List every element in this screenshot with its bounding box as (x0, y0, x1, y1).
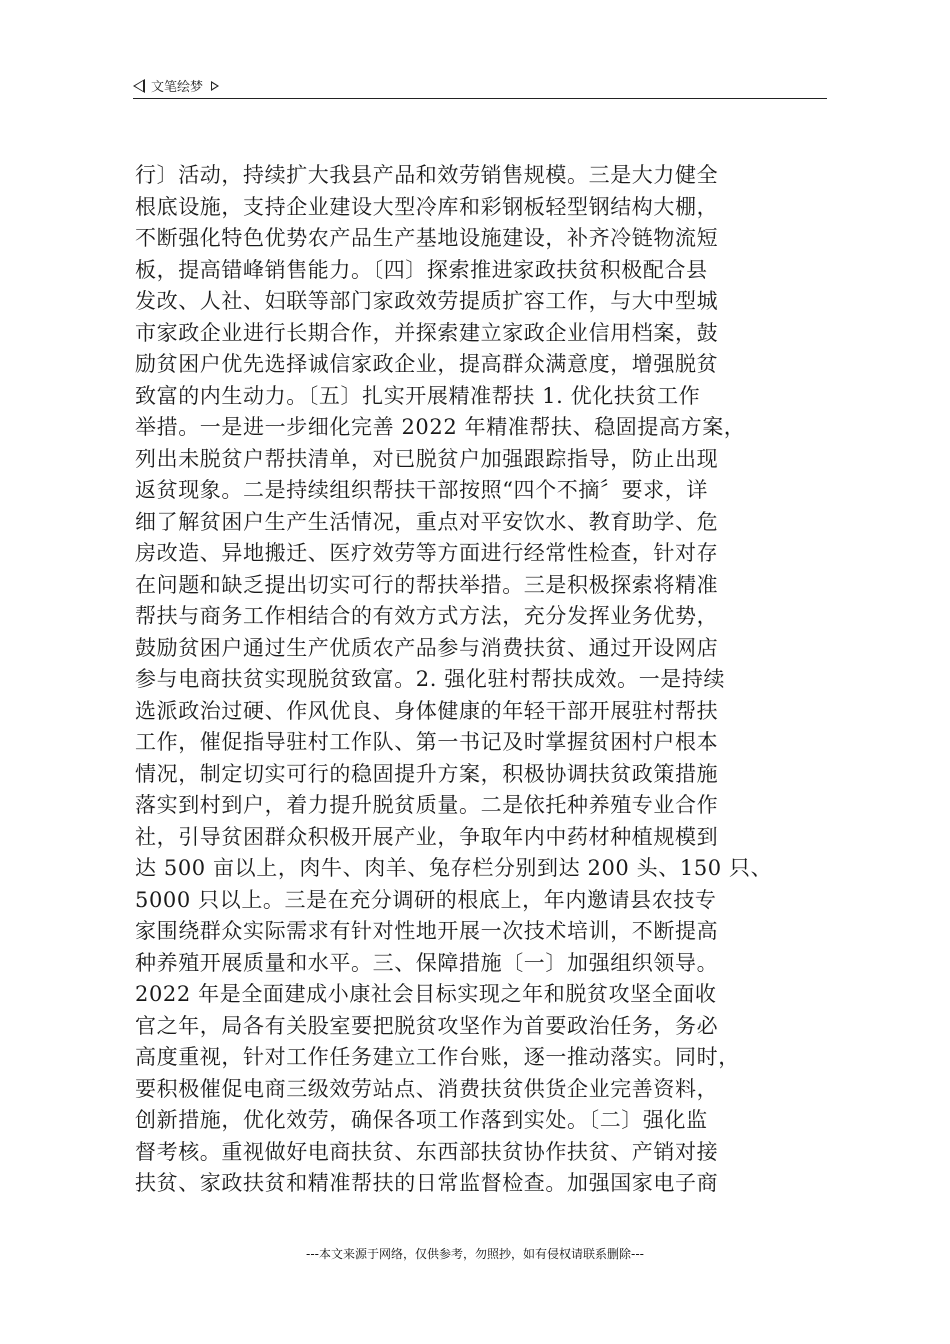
text-line: 要积极催促电商三级效劳站点、消费扶贫供货企业完善资料， (135, 1076, 719, 1101)
text-line: 励贫困户优先选择诚信家政企业，提高群众满意度，增强脱贫 (135, 352, 719, 376)
text-line: 情况，制定切实可行的稳固提升方案，积极协调扶贫政策措施 (135, 761, 719, 786)
text-line: 创新措施，优化效劳，确保各项工作落到实处。〔二〕强化监 (135, 1108, 708, 1132)
text-line: 帮扶与商务工作相结合的有效方式方法，充分发挥业务优势， (135, 604, 719, 628)
text-line: 致富的内生动力。〔五〕扎实开展精准帮扶 1. 优化扶贫工作 (135, 383, 701, 408)
text-line: 督考核。重视做好电商扶贫、东西部扶贫协作扶贫、产销对接 (135, 1139, 719, 1164)
text-line: 社，引导贫困群众积极开展产业，争取年内中药材种植规模到 (135, 824, 719, 849)
text-line: 房改造、异地搬迁、医疗效劳等方面进行经常性检查，针对存 (135, 541, 719, 565)
text-line: 落实到村到户，着力提升脱贫质量。二是依托种养殖专业合作 (135, 793, 719, 817)
text-line: 举措。一是进一步细化完善 2022 年精准帮扶、稳固提高方案， (135, 415, 746, 439)
text-line: 参与电商扶贫实现脱贫致富。2. 强化驻村帮扶成效。一是持续 (135, 667, 726, 691)
text-line: 高度重视，针对工作任务建立工作台账，逐一推动落实。同时， (135, 1045, 740, 1069)
text-line: 列出未脱贫户帮扶清单，对已脱贫户加强跟踪指导，防止出现 (135, 446, 719, 471)
text-line: 选派政治过硬、作风优良、身体健康的年轻干部开展驻村帮扶 (135, 698, 719, 723)
text-line: 5000 只以上。三是在充分调研的根底上，年内邀请县农技专 (135, 887, 717, 912)
page-footer-disclaimer: ---本文来源于网络，仅供参考，勿照抄，如有侵权请联系删除--- (306, 1247, 644, 1261)
text-line: 2022 年是全面建成小康社会目标实现之年和脱贫攻坚全面收 (135, 982, 717, 1006)
text-line: 种养殖开展质量和水平。三、保障措施〔一〕加强组织领导。 (135, 950, 719, 975)
text-line: 细了解贫困户生产生活情况，重点对平安饮水、教育助学、危 (135, 509, 719, 534)
text-line: 返贫现象。二是持续组织帮扶干部按照“四个不摘〞要求，详 (135, 478, 708, 502)
text-line: 官之年，局各有关股室要把脱贫攻坚作为首要政治任务，务必 (135, 1013, 719, 1038)
text-line: 发改、人社、妇联等部门家政效劳提质扩容工作，与大中型城 (135, 289, 719, 313)
text-line: 板，提高错峰销售能力。〔四〕探索推进家政扶贫积极配合县 (135, 257, 708, 282)
document-body (135, 160, 835, 1200)
text-line: 扶贫、家政扶贫和精准帮扶的日常监督检查。加强国家电子商 (135, 1171, 719, 1195)
triangle-left-icon (133, 79, 145, 93)
text-line: 市家政企业进行长期合作，并探索建立家政企业信用档案，鼓 (135, 320, 719, 345)
text-line: 工作，催促指导驻村工作队、第一书记及时掌握贫困村户根本 (135, 730, 719, 754)
header-brand (133, 76, 219, 95)
text-line: 根底设施，支持企业建设大型冷库和彩钢板轻型钢结构大棚， (135, 194, 719, 219)
text-line: 行〕活动，持续扩大我县产品和效劳销售规模。三是大力健全 (135, 163, 719, 187)
page-header (133, 74, 827, 99)
text-line: 达 500 亩以上，肉牛、肉羊、兔存栏分别到达 200 头、150 只、 (135, 856, 773, 880)
text-line: 不断强化特色优势农产品生产基地设施建设，补齐冷链物流短 (135, 226, 719, 250)
triangle-right-icon (211, 81, 219, 91)
text-line: 在问题和缺乏提出切实可行的帮扶举措。三是积极探索将精准 (135, 572, 719, 597)
text-line: 家围绕群众实际需求有针对性地开展一次技术培训，不断提高 (135, 919, 719, 943)
header-title: 文笔绘梦 (151, 80, 204, 95)
text-line: 鼓励贫困户通过生产优质农产品参与消费扶贫、通过开设网店 (135, 635, 719, 660)
